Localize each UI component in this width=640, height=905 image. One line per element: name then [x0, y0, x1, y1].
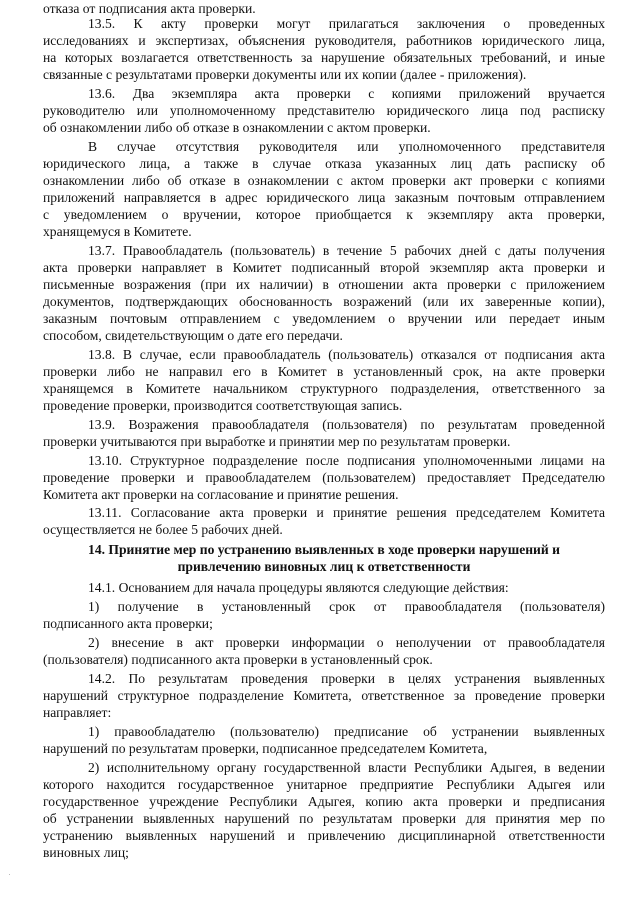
text-line: нарушений по результатам проверки, подписанное председателем Комитета, — [43, 741, 488, 756]
text-line: с уведомлением о вручении, которое приобщается к экземпляру акта проверки, — [43, 207, 605, 222]
text-line: 13.8. В случае, если правообладатель (пользователь) отказался от подписания акта — [88, 347, 605, 362]
text-line: 13.5. К акту проверки могут прилагаться заключения о проведенных — [88, 16, 605, 31]
text-line: устранению выявленных нарушений и привлечению дисциплинарной ответственности — [43, 828, 605, 843]
text-line: 1) получение в установленный срок от правообладателя (пользователя) — [88, 599, 605, 614]
text-line: которого находится государственное унитарное предприятие Республики Адыгея или — [43, 777, 605, 792]
text-line: руководителю или уполномоченному представителю юридического лица под расписку — [43, 103, 605, 118]
text-line: осуществляется не более 5 рабочих дней. — [43, 522, 283, 537]
section-heading: привлечению виновных лиц к ответственности — [177, 559, 471, 574]
text-line: проведение проверки и правообладателем (пользователем) предоставляет Председателю — [43, 470, 605, 485]
section-heading: 14. Принятие мер по устранению выявленных в ходе проверки нарушений и — [88, 542, 560, 557]
text-line: письменные возражения (при их наличии) в отношении акта проверки с приложением — [43, 277, 605, 292]
text-line: Комитета акт проверки на согласование и принятие решения. — [43, 487, 399, 502]
text-line: 1) правообладателю (пользователю) предписание об устранении выявленных — [88, 724, 605, 739]
text-line: 2) исполнительному органу государственной власти Республики Адыгея, в ведении — [88, 760, 605, 775]
text-line: хранящемся в Комитете начальником структурного подразделения, ответственного за — [43, 381, 605, 396]
text-line: проверки либо не направил его в Комитет в установленный срок, на акте проверки — [43, 364, 605, 379]
text-line: способом, свидетельствующим о дате его передачи. — [43, 328, 343, 343]
text-line: юридического лица, а также в случае отказа указанных лиц дать расписку об — [43, 156, 605, 171]
text-line: хранящемуся в Комитете. — [43, 224, 192, 239]
text-line: ознакомлении либо об отказе в ознакомлении с актом проверки акт проверки с копиями — [43, 173, 605, 188]
text-line: государственное учреждение Республики Адыгея, копию акта проверки и предписания — [43, 794, 605, 809]
text-line: 13.10. Структурное подразделение после подписания уполномоченными лицами на — [88, 453, 605, 468]
text-line: документов, подтверждающих обоснованность возражений (или их заверенные копии), — [43, 294, 605, 309]
text-line: об устранении выявленных нарушений по результатам проверки для принятия мер по — [43, 811, 605, 826]
text-line: виновных лиц; — [43, 845, 129, 860]
text-line: подписанного акта проверки; — [43, 616, 213, 631]
text-line: акта проверки направляет в Комитет подписанный второй экземпляр акта проверки и — [43, 260, 605, 275]
text-line: направляет: — [43, 705, 112, 720]
text-line: исследованиях и экспертизах, объяснения руководителя, работников юридического лица, — [43, 33, 605, 48]
text-line: 13.6. Два экземпляра акта проверки с копиями приложений вручается — [88, 86, 605, 101]
text-line: 13.9. Возражения правообладателя (пользователя) по результатам проведенной — [88, 417, 605, 432]
text-line: (пользователя) подписанного акта проверки в установленный срок. — [43, 652, 433, 667]
text-line: 13.7. Правообладатель (пользователь) в течение 5 рабочих дней с даты получения — [88, 243, 605, 258]
scan-speck — [9, 874, 10, 875]
text-line: 14.2. По результатам проведения проверки в целях устранения выявленных — [88, 671, 605, 686]
text-line: отказа от подписания акта проверки. — [43, 1, 256, 16]
text-line: 2) внесение в акт проверки информации о неполучении от правообладателя — [88, 635, 605, 650]
text-line: 14.1. Основанием для начала процедуры являются следующие действия: — [88, 580, 509, 595]
text-line: приложений направляется в адрес юридического лица заказным почтовым отправлением — [43, 190, 605, 205]
text-line: проверки учитываются при выработке и принятии мер по результатам проверки. — [43, 434, 511, 449]
text-line: 13.11. Согласование акта проверки и принятие решения председателем Комитета — [88, 505, 605, 520]
text-line: на которых возлагается ответственность за нарушение обязательных требований, и иные — [43, 50, 605, 65]
text-line: В случае отсутствия руководителя или уполномоченного представителя — [88, 139, 605, 154]
text-line: нарушений структурное подразделение Комитета, ответственное за проведение проверки — [43, 688, 605, 703]
text-line: проведение проверки, производится соответствующая запись. — [43, 398, 403, 413]
text-line: об ознакомлении либо об отказе в ознакомлении с актом проверки. — [43, 120, 431, 135]
text-line: заказным почтовым отправлением с уведомлением о вручении или передает иным — [43, 311, 605, 326]
text-line: связанные с результатами проверки документы или их копии (далее - приложения). — [43, 67, 527, 82]
